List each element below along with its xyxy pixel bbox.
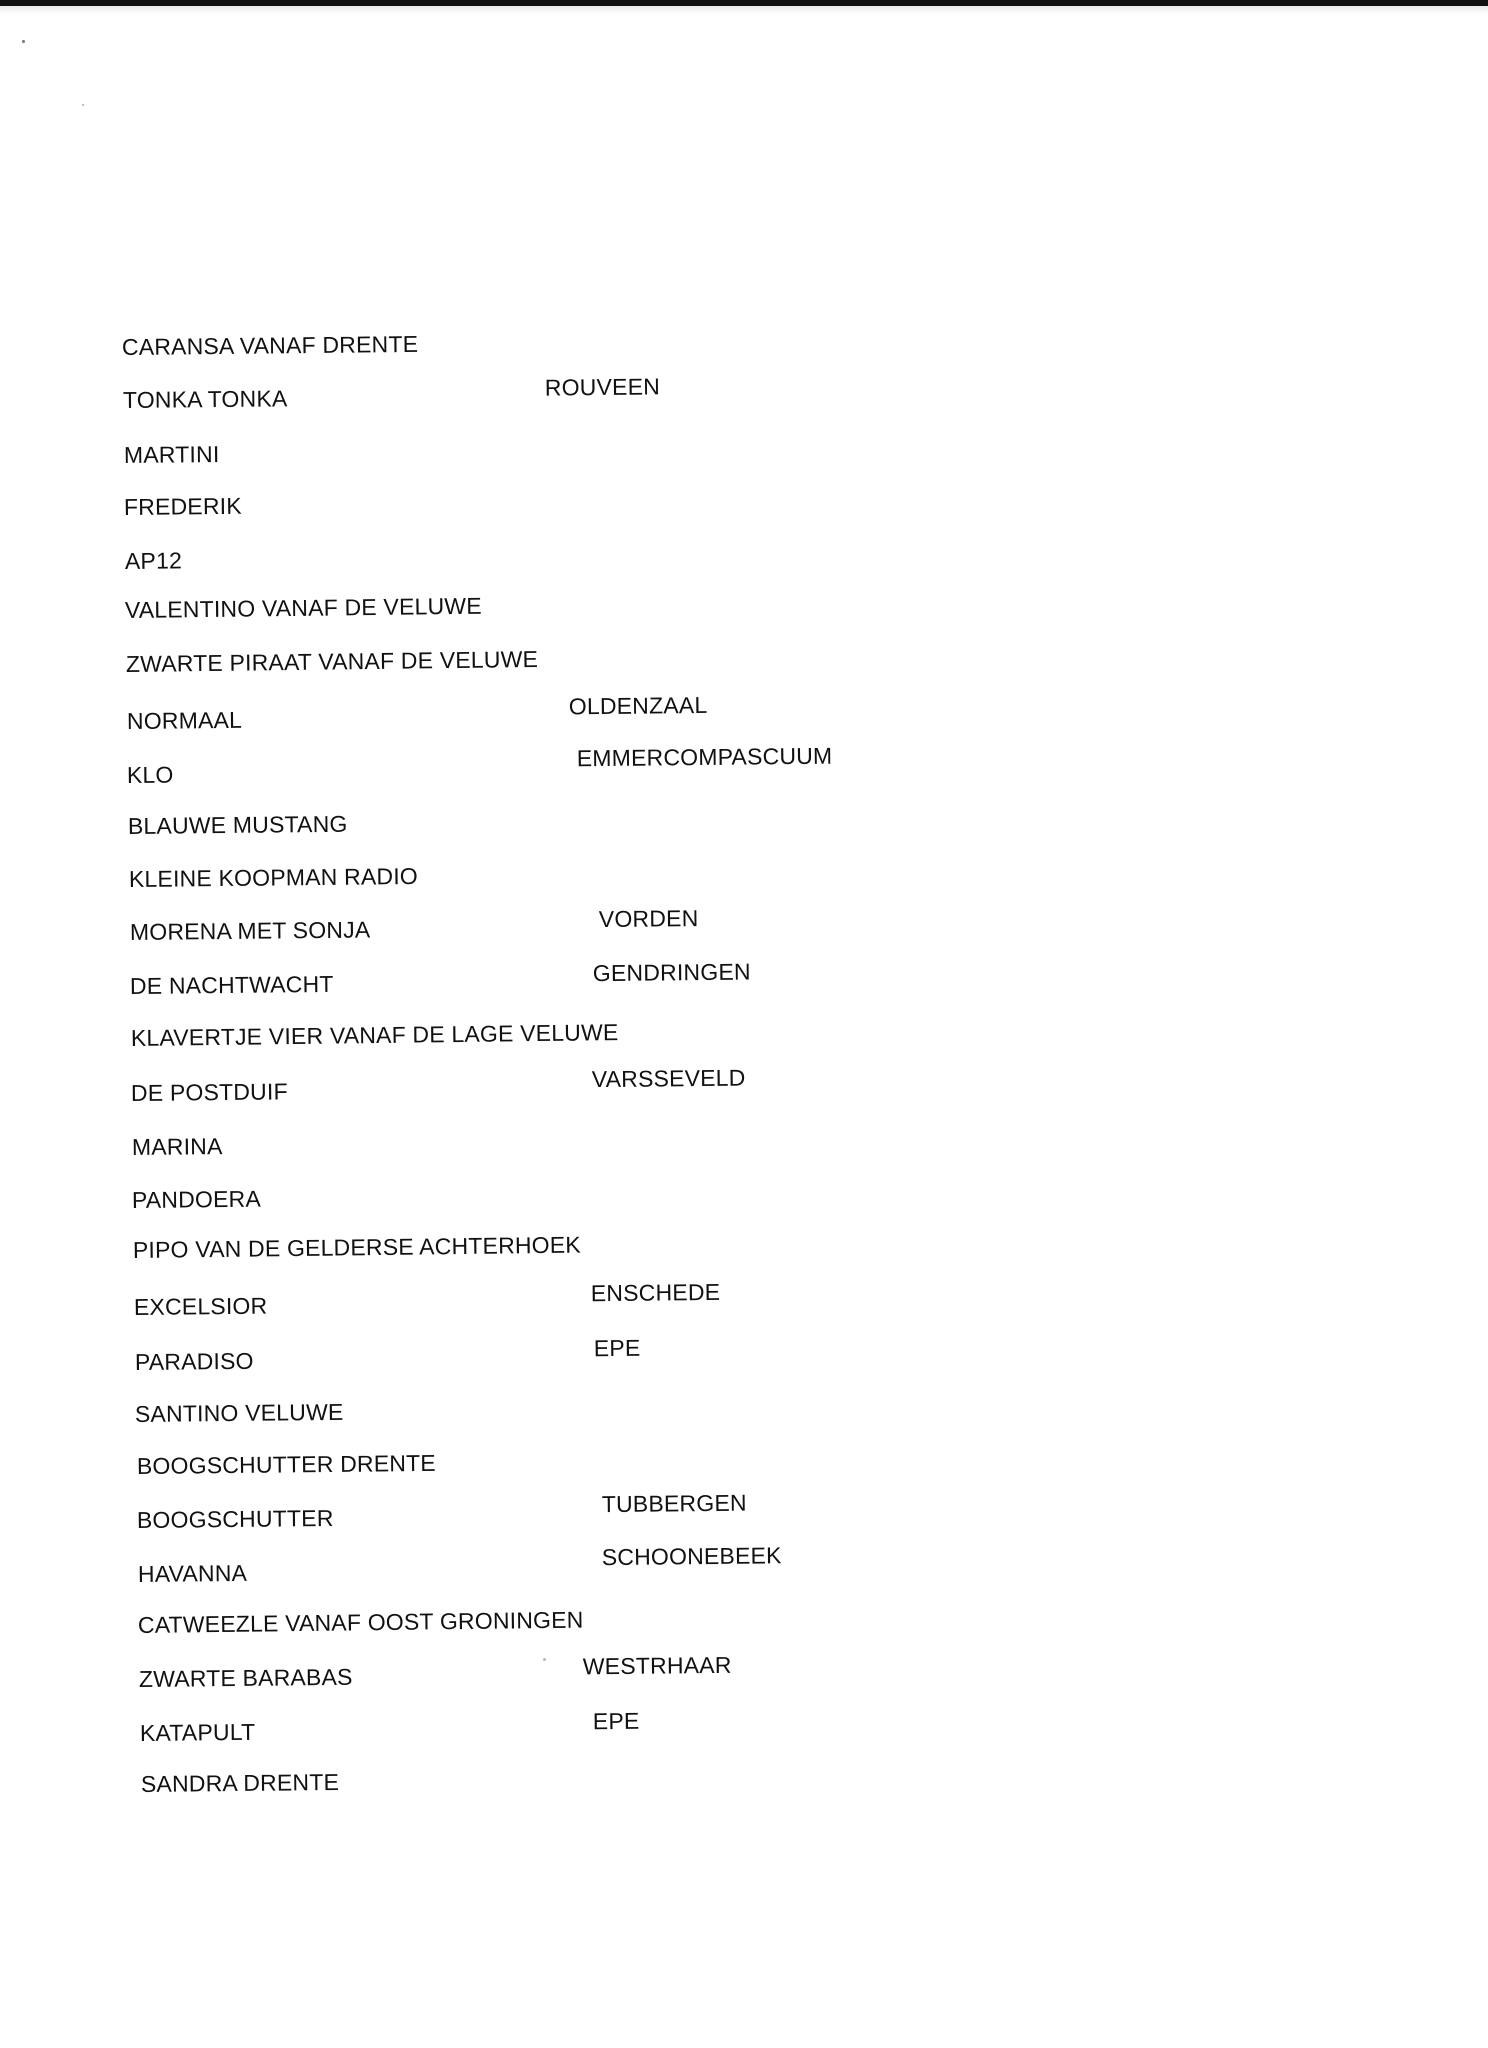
station-name: CATWEEZLE VANAF OOST GRONINGEN: [137, 1606, 584, 1638]
list-item: [129, 856, 1089, 906]
station-name: BOOGSCHUTTER DRENTE: [136, 1449, 437, 1479]
station-place: EMMERCOMPASCUUM: [576, 742, 833, 772]
list-item: [129, 958, 1090, 1013]
station-name: PANDOERA: [131, 1185, 262, 1213]
station-place: WESTRHAAR: [582, 1651, 732, 1680]
list-item: [122, 373, 1083, 427]
list-item: [132, 1124, 1092, 1174]
station-name: KLAVERTJE VIER VANAF DE LAGE VELUWE: [130, 1019, 619, 1051]
station-name: BOOGSCHUTTER: [136, 1504, 334, 1533]
station-name: TONKA TONKA: [122, 385, 288, 413]
scan-top-edge-fade: [0, 6, 1488, 14]
station-place: VORDEN: [598, 905, 699, 933]
station-name: KLO: [126, 761, 174, 788]
station-name: DE POSTDUIF: [130, 1078, 288, 1106]
station-name: MARINA: [131, 1133, 223, 1160]
list-item: [124, 432, 1084, 482]
station-place: EPE: [592, 1707, 640, 1735]
station-name: ZWARTE PIRAAT VANAF DE VELUWE: [125, 645, 539, 677]
list-item: [125, 585, 1085, 637]
list-item: [130, 1064, 1091, 1120]
station-name: SANTINO VELUWE: [134, 1398, 344, 1427]
station-place: TUBBERGEN: [601, 1489, 747, 1518]
list-item: [139, 1707, 1100, 1760]
station-name: MARTINI: [123, 441, 220, 468]
station-name: PIPO VAN DE GELDERSE ACHTERHOEK: [132, 1231, 582, 1263]
station-name: SANDRA DRENTE: [140, 1768, 340, 1797]
station-name: BLAUWE MUSTANG: [127, 810, 348, 839]
list-item: [124, 484, 1084, 534]
station-name: KLEINE KOOPMAN RADIO: [128, 862, 419, 892]
station-name: PARADISO: [134, 1347, 254, 1375]
list-item: [125, 538, 1085, 588]
list-item: [129, 905, 1090, 959]
list-item: [131, 1013, 1091, 1065]
list-item: [133, 1225, 1093, 1277]
station-place: ROUVEEN: [544, 373, 661, 401]
list-item: [126, 691, 1087, 748]
station-place: VARSSEVELD: [591, 1064, 746, 1093]
list-item: [137, 1443, 1097, 1493]
station-place: GENDRINGEN: [592, 958, 751, 987]
list-item: [133, 1278, 1094, 1334]
station-place: OLDENZAAL: [568, 691, 708, 720]
station-name: CARANSA VANAF DRENTE: [121, 330, 419, 360]
list-item: [134, 1334, 1095, 1389]
list-item: [126, 742, 1087, 802]
list-item: [132, 1177, 1092, 1227]
station-name: MORENA MET SONJA: [129, 916, 371, 945]
station-name: VALENTINO VANAF DE VELUWE: [124, 592, 482, 623]
list-item: [141, 1761, 1101, 1811]
list-item: [122, 324, 1082, 374]
list-item: [135, 1391, 1095, 1441]
station-place: EPE: [593, 1334, 641, 1362]
scan-speck: [543, 1658, 546, 1661]
station-name: FREDERIK: [123, 492, 242, 520]
station-name: AP12: [124, 547, 183, 574]
station-name: EXCELSIOR: [133, 1292, 268, 1320]
station-name: ZWARTE BARABAS: [138, 1663, 353, 1692]
scan-speck: [22, 40, 25, 43]
station-name: KATAPULT: [139, 1718, 256, 1746]
scan-speck: [82, 104, 84, 106]
list-item: [138, 1600, 1098, 1652]
station-name: NORMAAL: [126, 706, 243, 734]
station-name: HAVANNA: [137, 1559, 248, 1587]
list-item: [128, 803, 1088, 853]
station-place: ENSCHEDE: [590, 1278, 721, 1307]
station-place: SCHOONEBEEK: [601, 1542, 782, 1571]
list-item: [138, 1651, 1099, 1706]
station-name: DE NACHTWACHT: [129, 970, 334, 999]
list-item: [126, 639, 1086, 691]
list-item: [136, 1489, 1097, 1547]
list-item: [137, 1542, 1098, 1601]
